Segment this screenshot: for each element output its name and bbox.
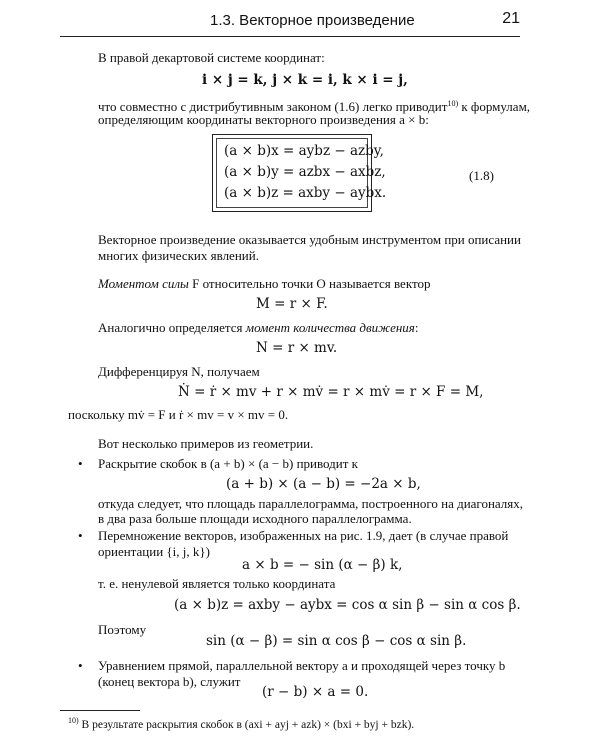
bullet-text: Раскрытие скобок в (a + b) × (a − b) приводит к [98,456,358,471]
bullet-text: откуда следует, что площадь параллелограмма, построенного на диагоналях, [98,496,524,511]
formula-ijk: i × j = k, j × k = i, k × i = j, [202,72,408,88]
term-emphasis: момент количества движения [245,320,415,335]
text-run: F относительно точки O называется вектор [188,276,431,291]
footnote-mark: 10) [68,716,79,725]
text-run: : [414,320,419,335]
bullet-text: в два раза больше площади исходного параллелограмма. [98,511,412,526]
formula-M: M = r × F. [256,296,328,312]
section-title: 1.3. Векторное произведение [210,12,415,29]
footnote-text: В результате раскрытия скобок в (axi + ayj + azk) × (bxi + byj + bzk). [78,719,415,731]
bullet-marker: • [78,528,83,543]
formula-b3: (r − b) × a = 0. [262,684,369,700]
bullet-text: ориентации {i, j, k}) [98,544,210,559]
footnote-rule [60,710,140,711]
paragraph-line: Векторное произведение оказывается удобным инструментом при описании [98,232,521,247]
formula-Ndot: Ṅ = ṙ × mv + r × mv̇ = r × mv̇ = r × F = M, [178,384,484,400]
header-rule [60,36,520,37]
paragraph-line: поскольку mv̇ = F и ṙ × mv = v × mv = 0. [68,407,289,422]
formula-cross-z: (a × b)z = axby − aybx. [224,185,387,201]
bullet-text: Уравнением прямой, параллельной вектору a и проходящей через точку b [98,658,506,673]
paragraph-line: многих физических явлений. [98,248,259,263]
formula-cross-x: (a × b)x = aybz − azby, [224,143,384,159]
formula-N: N = r × mv. [256,340,338,356]
text-run: что совместно с дистрибутивным законом (1.6) легко приводит [98,99,448,114]
formula-b2b: (a × b)z = axby − aybx = cos α sin β − sin α cos β. [174,597,521,613]
footnote [68,716,414,731]
page-number: 21 [502,10,520,27]
bullet-text: (конец вектора b), служит [98,674,241,689]
footnote-ref: 10) [447,99,459,108]
definition-angular-momentum [98,320,418,336]
running-header [60,6,520,32]
paragraph-line: Дифференцируя N, получаем [98,364,260,379]
paragraph-intro: В правой декартовой системе координат: [98,50,325,65]
formula-b2: a × b = − sin (α − β) k, [242,557,403,573]
bullet-text: т. е. ненулевой является только координата [98,576,336,591]
equation-number: (1.8) [469,168,494,183]
paragraph-line: определяющим координаты векторного произведения a × b: [98,112,429,127]
formula-cross-y: (a × b)y = azbx − axbz, [224,164,386,180]
bullet-text: Перемножение векторов, изображенных на рис. 1.9, дает (в случае правой [98,528,509,543]
text-run: Аналогично определяется [98,320,246,335]
definition-moment-force [98,276,430,292]
formula-b1: (a + b) × (a − b) = −2a × b, [226,476,421,492]
term-emphasis: Моментом силы [98,276,189,291]
paragraph-line: Поэтому [98,622,147,637]
bullet-marker: • [78,658,83,673]
bullet-marker: • [78,456,83,471]
formula-sin: sin (α − β) = sin α cos β − cos α sin β. [206,633,467,649]
text-run: к формулам, [458,99,531,114]
paragraph-line: Вот несколько примеров из геометрии. [98,436,314,451]
